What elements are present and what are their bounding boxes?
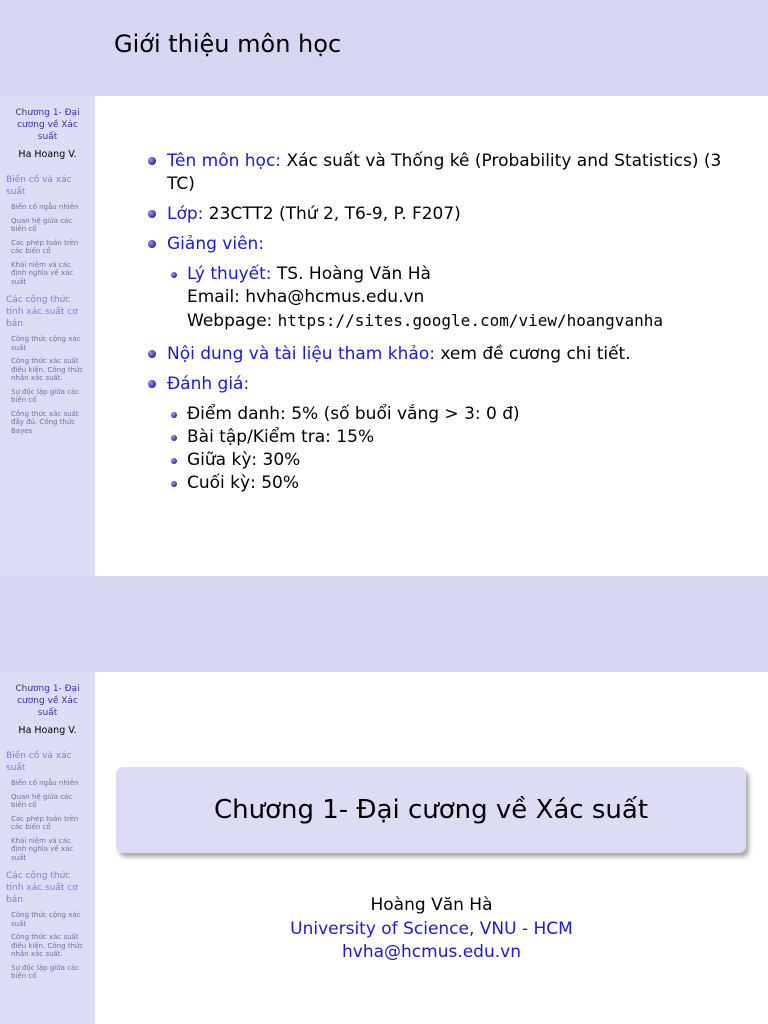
sidebar-subsection-line: các biến cố [11, 247, 51, 255]
bullet-icon [148, 157, 156, 165]
lecturer-sublist [146, 263, 736, 333]
grading-item-text: Bài tập/Kiểm tra: 15% [187, 427, 375, 447]
bullet-icon [148, 350, 156, 358]
list-item-course [146, 150, 736, 196]
sidebar-subsection-line: Các phép toán trên [11, 814, 79, 823]
grading-item-text: Điểm danh: 5% (số buổi vắng > 3: 0 đ) [187, 404, 520, 424]
frame-title-bar [95, 0, 768, 96]
sidebar-header [0, 576, 95, 672]
bullet-icon [148, 210, 156, 218]
sidebar-subsection-line: suất [11, 277, 27, 286]
bullet-icon [148, 240, 156, 248]
sidebar-subsection-line: đầy đủ. Công thức [11, 418, 76, 426]
sidebar-title-link[interactable] [0, 107, 95, 143]
lecturer-label: Giảng viên: [167, 234, 265, 254]
sidebar-section-link[interactable] [0, 174, 95, 198]
content-label: Nội dung và tài liệu tham khảo: [167, 344, 435, 364]
sidebar-subsection-line: Công thức xác suất [11, 409, 79, 418]
sidebar-subsection-line: Quan hệ giữa các [11, 216, 73, 225]
grading-item [169, 449, 736, 472]
sidebar-subsection-line: Sự độc lập giữa các [11, 963, 80, 972]
sidebar-subsection-line: suất [11, 853, 27, 862]
author-name: Hoàng Văn Hà [370, 895, 493, 915]
list-item-class [146, 203, 736, 226]
sidebar-subsection-line: biến cố [11, 801, 37, 809]
course-info-list [146, 150, 736, 505]
sidebar-subsection-link[interactable] [0, 793, 95, 810]
grading-sublist [146, 403, 736, 495]
sidebar-section-link[interactable] [0, 870, 95, 906]
sidebar-subsection-line: Khái niệm và các [11, 260, 71, 269]
sublist-item-theory [169, 263, 736, 333]
sidebar-title-link[interactable] [0, 683, 95, 719]
sidebar-subsection-line: suất [11, 343, 27, 352]
sidebar-subsection-line: điều kiện. Công thức [11, 941, 84, 950]
sidebar-subsection-link[interactable] [0, 203, 95, 212]
sidebar-header [0, 0, 95, 96]
sidebar-subsection-link[interactable] [0, 837, 95, 863]
author-block [95, 894, 768, 965]
frame-title-bar [95, 576, 768, 672]
theory-label: Lý thuyết: [187, 264, 272, 284]
sidebar-section-line: Biến cố và xác [6, 751, 72, 761]
sidebar-subsection-line: Công thức cộng xác [11, 335, 81, 343]
sidebar-subsection-line: biến cố [11, 225, 37, 233]
sidebar-subsection-link[interactable] [0, 239, 95, 256]
author-email: hvha@hcmus.edu.vn [341, 942, 521, 962]
course-value: Xác suất và Thống kê (Probability and Statistics) (3 TC) [167, 151, 722, 194]
sidebar-section-line: bản [6, 895, 23, 905]
sidebar-subsection-line: điều kiện. Công thức [11, 365, 84, 374]
sidebar-subsection-line: Biến cố ngẫu nhiên [11, 779, 79, 787]
webpage-label: Webpage: [187, 311, 273, 331]
sidebar-section-line: Các công thức [6, 871, 71, 881]
sidebar-subsection-link[interactable] [0, 217, 95, 234]
sidebar-subsection-line: Công thức cộng xác [11, 911, 81, 919]
bullet-icon [171, 272, 177, 278]
sidebar-subsection-link[interactable] [0, 815, 95, 832]
sidebar-subsection-line: nhân xác suất. [11, 950, 63, 958]
sidebar-subsection-line: biến cố [11, 972, 37, 980]
grading-item-text: Giữa kỳ: 30% [187, 450, 301, 470]
sidebar-subsection-link[interactable] [0, 410, 95, 436]
sidebar-content [0, 683, 95, 981]
grading-item [169, 403, 736, 426]
sidebar-subsection-line: Sự độc lập giữa các [11, 387, 80, 396]
sidebar-section-line: suất [6, 187, 26, 197]
sidebar-section-link[interactable] [0, 750, 95, 774]
sidebar-subsection-link[interactable] [0, 335, 95, 352]
lecturer-email: Email: hvha@hcmus.edu.vn [187, 287, 425, 307]
list-item-content [146, 343, 736, 366]
sidebar-section-line: Các công thức [6, 295, 71, 305]
sidebar-title-line: cương về Xác [17, 120, 78, 130]
sidebar-subsection-line: nhân xác suất. [11, 374, 63, 382]
sidebar-subsection-line: Các phép toán trên [11, 238, 79, 247]
chapter-title: Chương 1- Đại cương về Xác suất [213, 795, 649, 825]
sidebar-subsection-link[interactable] [0, 911, 95, 928]
sidebar-author: Ha Hoang V. [18, 725, 77, 736]
sidebar-subsection-line: suất [11, 919, 27, 928]
theory-value: TS. Hoàng Văn Hà [276, 264, 431, 284]
sidebar-subsection-line: Công thức xác suất [11, 933, 79, 941]
sidebar-section-line: tính xác suất cơ [6, 307, 78, 317]
sidebar-subsection-line: Bayes [11, 426, 33, 435]
sidebar-subsection-line: Khái niệm và các [11, 836, 71, 845]
bullet-icon [171, 481, 177, 487]
sidebar-navigation [0, 0, 95, 576]
sidebar-section-line: Biến cố và xác [6, 175, 72, 185]
sidebar-subsection-link[interactable] [0, 388, 95, 405]
bullet-icon [171, 412, 177, 418]
sidebar-title-line: cương về Xác [17, 696, 78, 706]
chapter-title-box [116, 767, 746, 853]
author-institution: University of Science, VNU - HCM [290, 918, 573, 939]
lecturer-webpage [187, 309, 736, 333]
sidebar-subsection-line: Quan hệ giữa các [11, 792, 73, 801]
page-title: Giới thiệu môn học [114, 30, 342, 58]
list-item-lecturer [146, 233, 736, 256]
sidebar-subsection-link[interactable] [0, 357, 95, 383]
sidebar-title-line: Chương 1- Đại [15, 684, 80, 694]
bullet-icon [171, 435, 177, 441]
slide-chapter-title [0, 576, 768, 1024]
grading-item [169, 426, 736, 449]
course-label: Tên môn học: [167, 151, 282, 171]
sidebar-title-line: suất [37, 132, 58, 142]
sidebar-title-line: suất [37, 708, 58, 718]
sidebar-author: Ha Hoang V. [18, 149, 77, 160]
sidebar-subsection-line: Biến cố ngẫu nhiên [11, 203, 79, 211]
sidebar-navigation [0, 576, 95, 1024]
sidebar-subsection-link[interactable] [0, 964, 95, 981]
sidebar-section-line: bản [6, 319, 23, 329]
class-label: Lớp: [167, 204, 204, 224]
sidebar-subsection-link[interactable] [0, 261, 95, 287]
content-value: xem đề cương chi tiết. [440, 344, 631, 364]
sidebar-subsection-link[interactable] [0, 933, 95, 959]
grading-item-text: Cuối kỳ: 50% [187, 473, 299, 493]
sidebar-section-line: tính xác suất cơ [6, 883, 78, 893]
sidebar-title-line: Chương 1- Đại [15, 108, 80, 118]
class-value: 23CTT2 (Thứ 2, T6-9, P. F207) [208, 204, 461, 224]
bullet-icon [148, 380, 156, 388]
grading-label: Đánh giá: [167, 374, 250, 394]
list-item-grading [146, 373, 736, 396]
sidebar-subsection-line: biến cố [11, 396, 37, 404]
webpage-url: https://sites.google.com/view/hoangvanha [277, 311, 663, 330]
sidebar-subsection-line: các biến cố [11, 823, 51, 831]
sidebar-section-line: suất [6, 763, 26, 773]
bullet-icon [171, 458, 177, 464]
sidebar-subsection-line: Công thức xác suất [11, 357, 79, 365]
sidebar-subsection-line: định nghĩa về xác [11, 269, 74, 277]
sidebar-subsection-link[interactable] [0, 779, 95, 788]
sidebar-content [0, 107, 95, 435]
sidebar-section-link[interactable] [0, 294, 95, 330]
grading-item [169, 472, 736, 495]
sidebar-subsection-line: định nghĩa về xác [11, 845, 74, 853]
